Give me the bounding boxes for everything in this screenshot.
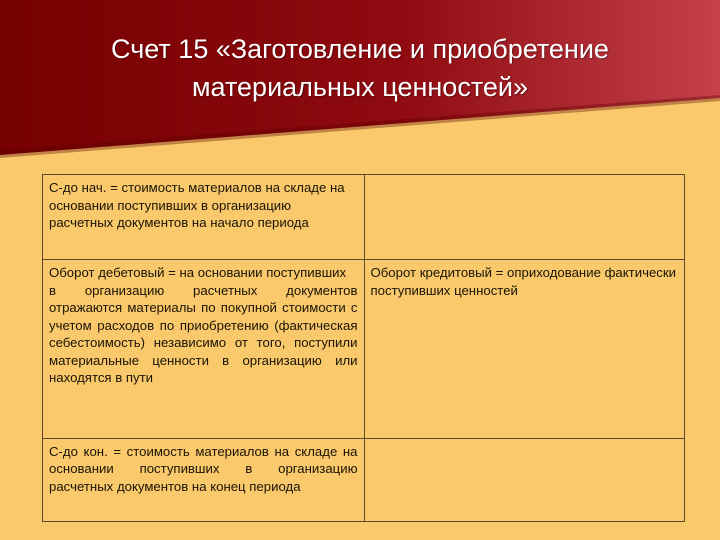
cell-debit-turnover [43,260,365,438]
cell-credit-turnover: Оборот кредитовый = оприходование фактически поступивших ценностей [364,260,685,438]
cell-opening-balance-debit: С-до нач. = стоимость материалов на складе на основании поступивших в организацию расчетных документов на начало периода [43,175,365,260]
page-title-line-2: материальных ценностей» [191,72,528,102]
page-title-line-1: Счет 15 «Заготовление и приобретение [111,34,609,64]
table-row-closing-balance [43,438,685,522]
cell-closing-balance-credit [364,438,685,522]
cell-opening-balance-credit [364,175,685,260]
table-row-turnover [43,260,685,438]
cell-closing-balance-debit: С-до кон. = стоимость материалов на складе на основании поступивших в организацию расчетных документов на конец периода [43,438,365,522]
debit-turnover-text-2: в организацию расчетных документов отражаются материалы по покупной стоимости с учетом расходов по приобретению (фактическая себестоимость) независимо от того, поступили материальные ценности в организацию или находятся в пути [49,282,358,386]
page-title [40,30,680,106]
debit-turnover-text-1: Оборот дебетовый = на основании поступивших [49,265,347,281]
account-table [42,174,685,522]
table-row-opening-balance [43,175,685,260]
